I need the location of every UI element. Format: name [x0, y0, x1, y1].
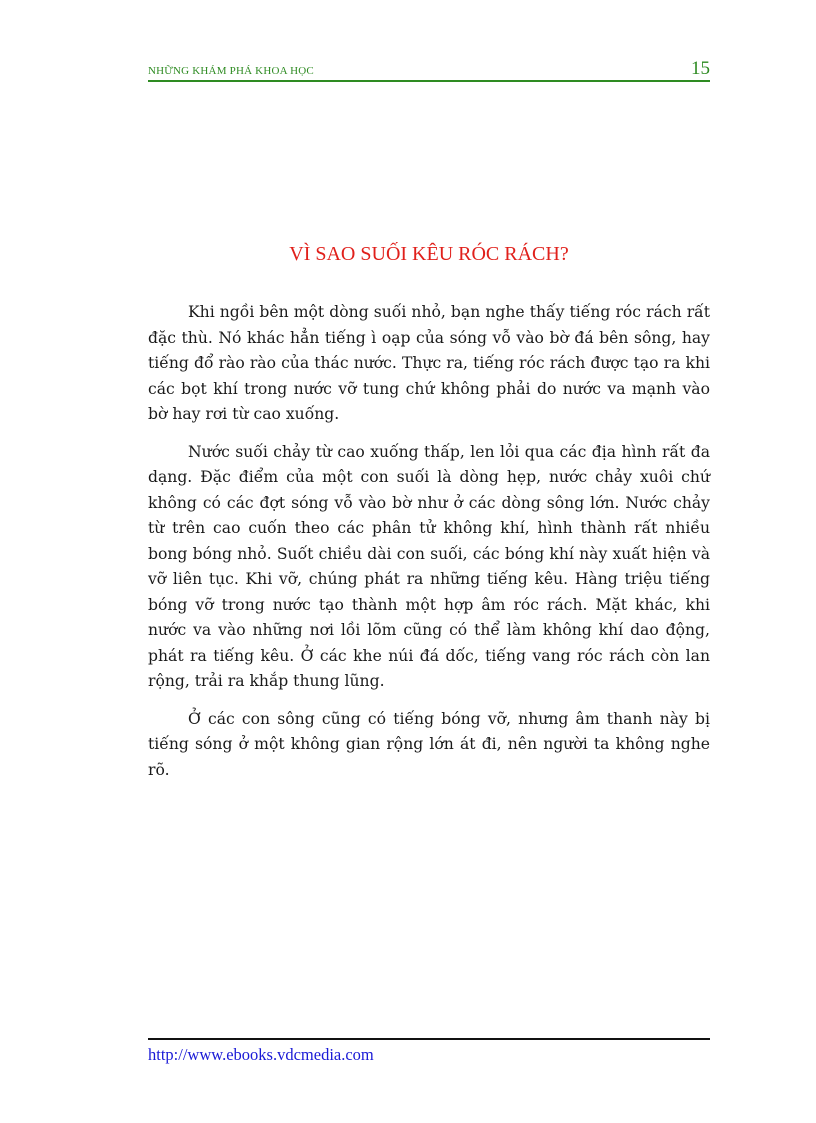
footer-url-link[interactable]: http://www.ebooks.vdcmedia.com: [148, 1045, 374, 1064]
header-divider: [148, 80, 710, 82]
paragraph: Khi ngồi bên một dòng suối nhỏ, bạn nghe thấy tiếng róc rách rất đặc thù. Nó khác hẳn tiếng ì oạp của sóng vỗ vào bờ đá bên sông, hay tiếng đổ rào rào của thác nước. Thực ra, tiếng róc rách được tạo ra khi các bọt khí trong nước vỡ tung chứ không phải do nước va mạnh vào bờ hay rơi từ cao xuống.: [148, 303, 710, 423]
footer-divider: [148, 1038, 710, 1040]
article-body: [148, 300, 710, 795]
page-header: [148, 60, 710, 82]
paragraph: Nước suối chảy từ cao xuống thấp, len lỏi qua các địa hình rất đa dạng. Đặc điểm của một con suối là dòng hẹp, nước chảy xuôi chứ không có các đợt sóng vỗ vào bờ như ở các dòng sông lớn. Nước chảy từ trên cao cuốn theo các phân tử không khí, hình thành rất nhiều bong bóng nhỏ. Suốt chiều dài con suối, các bóng khí này xuất hiện và vỡ liên tục. Khi vỡ, chúng phát ra những tiếng kêu. Hàng triệu tiếng bóng vỡ trong nước tạo thành một hợp âm róc rách. Mặt khác, khi nước va vào những nơi lồi lõm cũng có thể làm không khí dao động, phát ra tiếng kêu. Ở các khe núi đá dốc, tiếng vang róc rách còn lan rộng, trải ra khắp thung lũng.: [148, 442, 710, 690]
page-number: 15: [691, 58, 710, 79]
article-title: VÌ SAO SUỐI KÊU RÓC RÁCH?: [289, 243, 569, 265]
paragraph: Ở các con sông cũng có tiếng bóng vỡ, nhưng âm thanh này bị tiếng sóng ở một không gian rộng lớn át đi, nên người ta không nghe rõ.: [148, 709, 710, 779]
running-title: NHỮNG KHÁM PHÁ KHOA HỌC: [148, 65, 314, 77]
